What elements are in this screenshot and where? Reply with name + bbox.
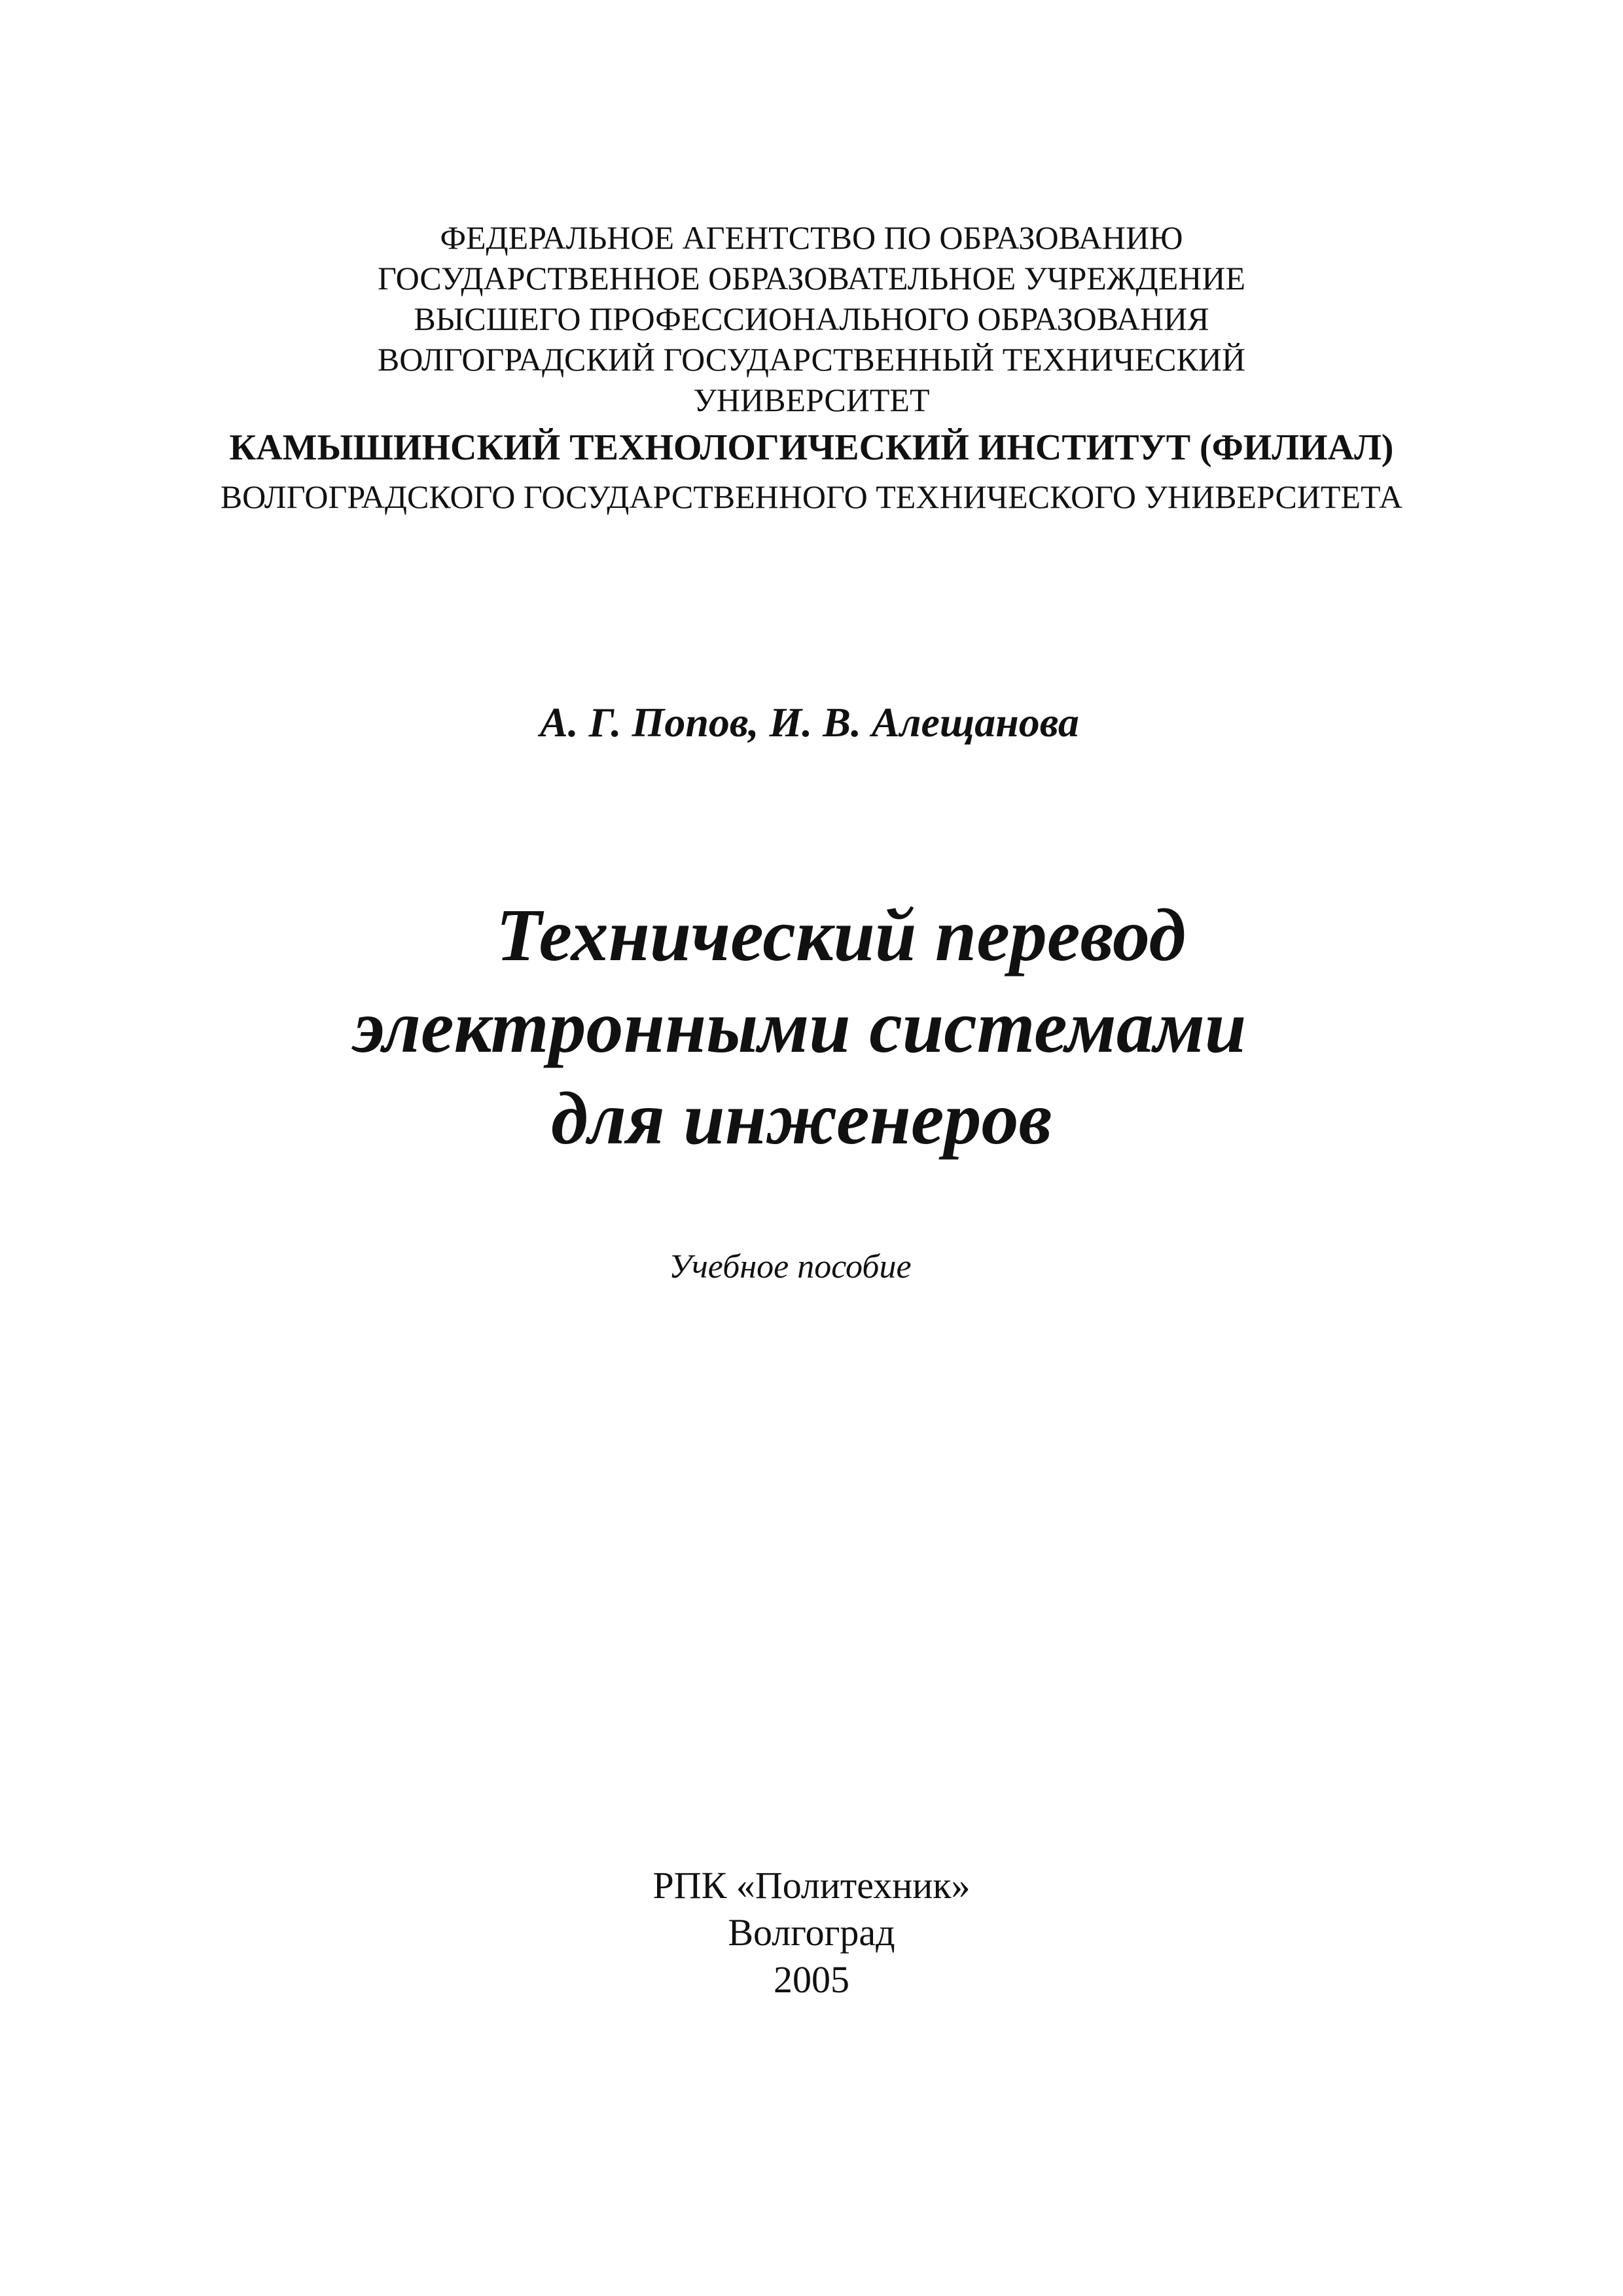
publisher: РПК «Политехник»: [652, 1864, 971, 1907]
header-line-university-cont: УНИВЕРСИТЕТ: [693, 382, 930, 418]
header-line-institution-type: ГОСУДАРСТВЕННОЕ ОБРАЗОВАТЕЛЬНОЕ УЧРЕЖДЕНИЕ: [377, 260, 1246, 296]
institute-subtitle: ВОЛГОГРАДСКОГО ГОСУДАРСТВЕННОГО ТЕХНИЧЕСКОГО УНИВЕРСИТЕТА: [220, 478, 1403, 515]
header-line-agency: ФЕДЕРАЛЬНОЕ АГЕНТСТВО ПО ОБРАЗОВАНИЮ: [440, 219, 1183, 256]
document-type: Учебное пособие: [669, 1248, 912, 1285]
title-line-1: Технический перевод: [496, 893, 1186, 977]
header-line-education-level: ВЫСШЕГО ПРОФЕССИОНАЛЬНОГО ОБРАЗОВАНИЯ: [414, 300, 1209, 337]
header-line-university: ВОЛГОГРАДСКИЙ ГОСУДАРСТВЕННЫЙ ТЕХНИЧЕСКИЙ: [377, 341, 1246, 378]
year: 2005: [774, 1958, 849, 2001]
authors: А. Г. Попов, И. В. Алещанова: [540, 699, 1079, 745]
title-line-2: электронными системами: [353, 985, 1247, 1068]
title-line-3: для инженеров: [551, 1077, 1052, 1160]
institute-name: КАМЫШИНСКИЙ ТЕХНОЛОГИЧЕСКИЙ ИНСТИТУТ (ФИЛИАЛ): [229, 427, 1394, 468]
city: Волгоград: [728, 1911, 895, 1954]
